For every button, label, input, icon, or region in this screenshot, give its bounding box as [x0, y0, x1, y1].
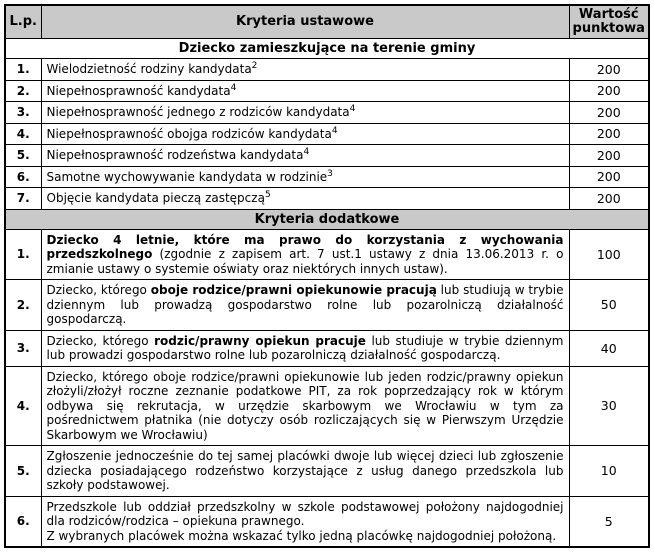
points-value: 10 [569, 446, 649, 497]
criteria-text: Dziecko, którego oboje rodzice/prawni opiekunowie lub jeden rodzic/prawny opiekun złożyli/złożył roczne zeznanie podatkowe PIT, za rok poprzedzający rok w którym odbywa się rekrutacja, w urzędzie skarbowym we Wrocławiu w tym za pośrednictwem płatnika (nie dotyczy osób rozliczających się w Pierwszym Urzędzie Skarbowym we Wrocławiu) [41, 366, 569, 446]
row-number: 5. [5, 446, 41, 497]
criteria-row [5, 496, 649, 547]
row-number: 5. [5, 145, 41, 167]
footnote-reference: 5 [264, 190, 271, 200]
row-number: 4. [5, 366, 41, 446]
points-value: 30 [569, 366, 649, 446]
criteria-text: Wielodzietność rodziny kandydata$^2$ [41, 59, 569, 81]
criteria-row [5, 80, 649, 102]
criteria-text: Niepełnosprawność kandydata$^4$ [41, 80, 569, 102]
points-value: 200 [569, 188, 649, 210]
points-value: 40 [569, 330, 649, 366]
criteria-text: Przedszkole lub oddział przedszkolny w szkole podstawowej położony najdogodniej dla rodziców/rodzica – opiekuna prawnego. Z wybranych placówek można wskazać tylko jedną placówkę najdogodniej położoną. [41, 496, 569, 547]
row-number: 2. [5, 80, 41, 102]
footnote-reference: 4 [303, 147, 310, 157]
criteria-row [5, 229, 649, 280]
footnote-reference: 4 [331, 125, 338, 136]
footnote-reference: 2 [251, 61, 258, 71]
section-header: Kryteria dodatkowe [5, 209, 649, 229]
criteria-row [5, 330, 649, 366]
row-number: 7. [5, 188, 41, 210]
criteria-row [5, 123, 649, 145]
row-number: 1. [5, 59, 41, 81]
criteria-text: Niepełnosprawność rodzeństwa kandydata$^4$ [41, 145, 569, 167]
criteria-row [5, 145, 649, 167]
criteria-text: Niepełnosprawność jednego z rodziców kandydata$^4$ [41, 102, 569, 124]
points-value: 200 [569, 145, 649, 167]
criteria-text: Dziecko, którego oboje rodzice/prawni opiekunowie pracują lub studiują w trybie dziennym lub prowadzą gospodarstwo rolne lub pozarolniczą działalność gospodarczą. [41, 280, 569, 331]
points-value: 5 [569, 496, 649, 547]
section-header-row [5, 39, 649, 59]
criteria-row [5, 446, 649, 497]
recruitment-criteria-table [4, 4, 650, 548]
column-header-points: Wartość punktowa [569, 5, 649, 39]
criteria-row [5, 280, 649, 331]
criteria-table-body [5, 39, 649, 548]
section-header: Dziecko zamieszkujące na terenie gminy [5, 39, 649, 59]
points-value: 100 [569, 229, 649, 280]
criteria-text: Zgłoszenie jednocześnie do tej samej placówki dwoje lub więcej dzieci lub zgłoszenie dziecka posiadającego rodzeństwo korzystające z usług danego przedszkola lub szkoły podstawowej. [41, 446, 569, 497]
footnote-reference: 4 [230, 82, 237, 93]
criteria-text: Objęcie kandydata pieczą zastępczą$^5$ [41, 188, 569, 210]
points-value: 200 [569, 102, 649, 124]
row-number: 6. [5, 496, 41, 547]
points-value: 200 [569, 59, 649, 81]
criteria-text: Dziecko 4 letnie, które ma prawo do korzystania z wychowania przedszkolnego (zgodnie z zapisem art. 7 ust.1 ustawy z dnia 13.06.2013 r. o zmianie ustawy o systemie oświaty oraz niektórych innych ustaw). [41, 229, 569, 280]
criteria-row [5, 102, 649, 124]
row-number: 3. [5, 330, 41, 366]
row-number: 6. [5, 166, 41, 188]
points-value: 200 [569, 123, 649, 145]
row-number: 4. [5, 123, 41, 145]
section-header-row [5, 209, 649, 229]
criteria-row [5, 166, 649, 188]
points-value: 200 [569, 80, 649, 102]
points-value: 50 [569, 280, 649, 331]
row-number: 1. [5, 229, 41, 280]
column-header-criteria: Kryteria ustawowe [41, 5, 569, 39]
criteria-text: Samotne wychowywanie kandydata w rodzinie$^3$ [41, 166, 569, 188]
table-header-row [5, 5, 649, 39]
column-header-lp: L.p. [5, 5, 41, 39]
criteria-row [5, 188, 649, 210]
criteria-text: Niepełnosprawność obojga rodziców kandydata$^4$ [41, 123, 569, 145]
criteria-row [5, 366, 649, 446]
criteria-text: Dziecko, którego rodzic/prawny opiekun pracuje lub studiuje w trybie dziennym lub prowadzi gospodarstwo rolne lub pozarolniczą działalność gospodarczą. [41, 330, 569, 366]
criteria-row [5, 59, 649, 81]
points-value: 200 [569, 166, 649, 188]
row-number: 3. [5, 102, 41, 124]
footnote-reference: 4 [349, 104, 356, 114]
footnote-reference: 3 [327, 168, 333, 179]
row-number: 2. [5, 280, 41, 331]
